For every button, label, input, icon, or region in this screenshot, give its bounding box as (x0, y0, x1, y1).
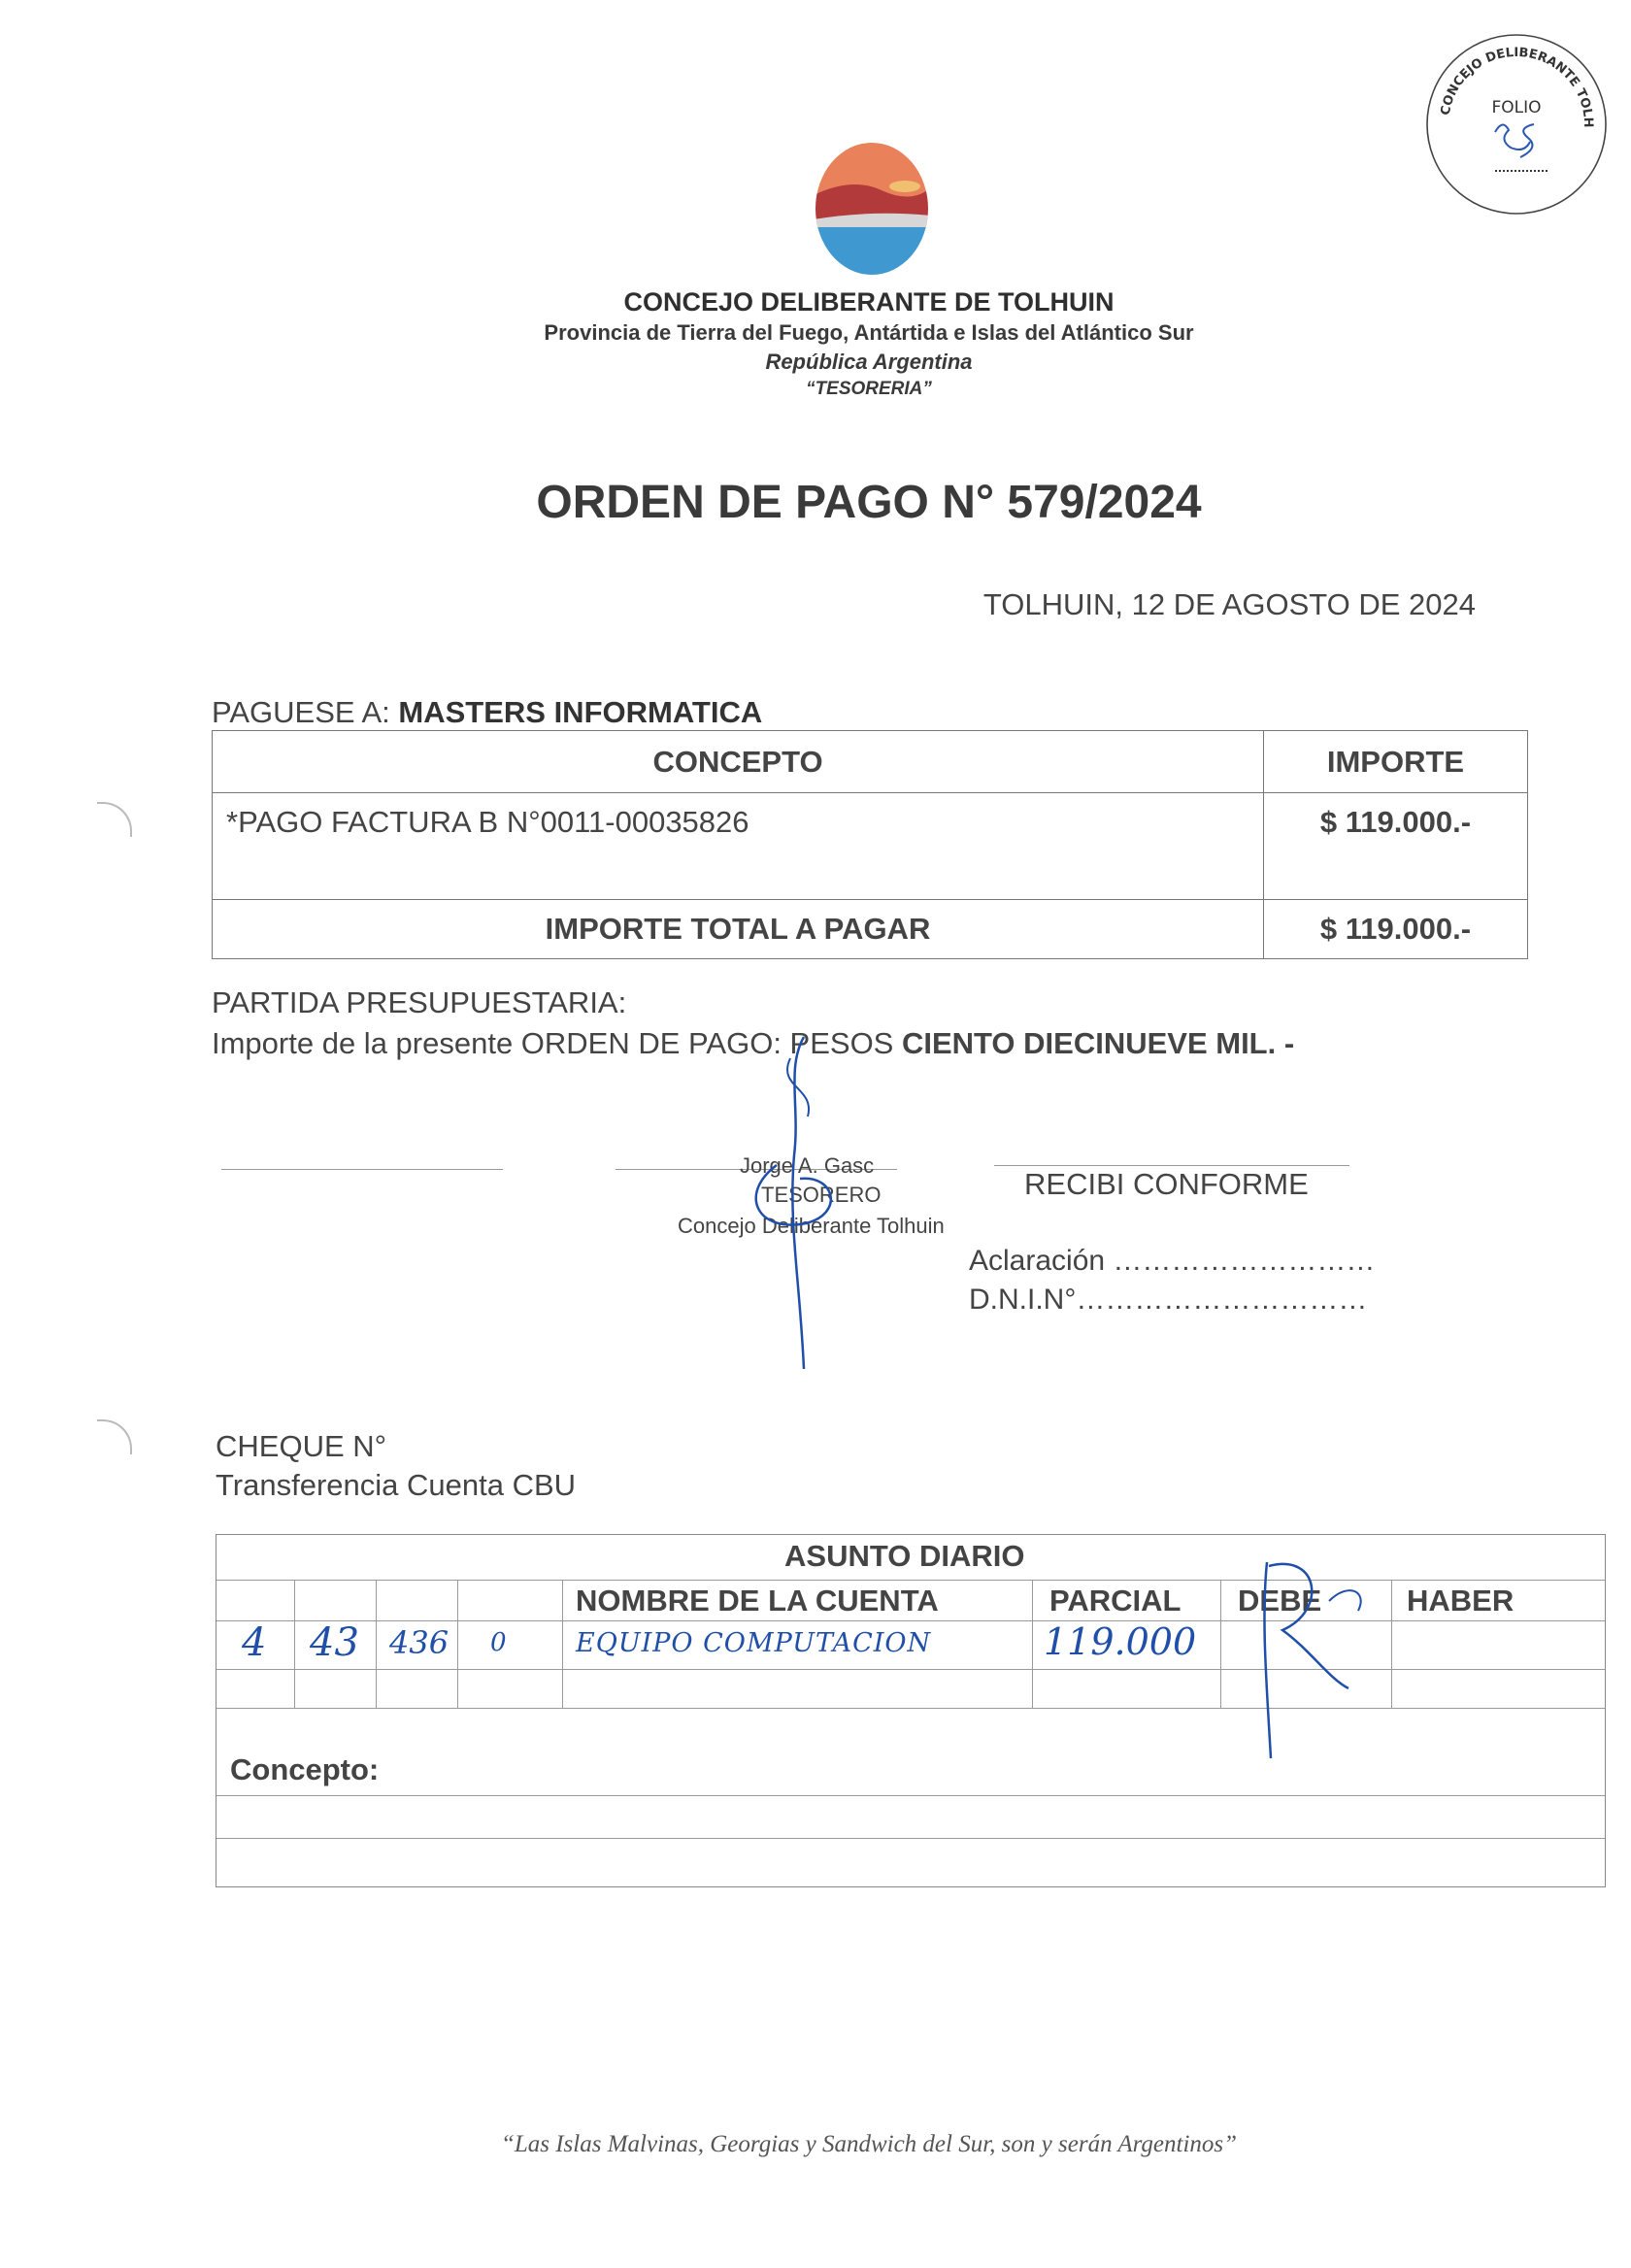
payment-table-header (213, 731, 1528, 793)
svg-text:FOLIO: FOLIO (1491, 98, 1542, 117)
aclaracion-field: Aclaración ……………………… (969, 1245, 1376, 1277)
journal-code-2: 43 (310, 1620, 359, 1665)
journal-header-haber: HABER (1407, 1584, 1514, 1618)
journal-account-name: EQUIPO COMPUTACION (576, 1628, 932, 1658)
order-title: ORDEN DE PAGO N° 579/2024 (536, 477, 1202, 528)
payee-name: MASTERS INFORMATICA (398, 695, 763, 729)
partida-label: PARTIDA PRESUPUESTARIA: (212, 985, 627, 1019)
importe-prefix: Importe de la presente ORDEN DE PAGO: PESOS (212, 1026, 902, 1060)
importe-words: CIENTO DIECINUEVE MIL. - (901, 1026, 1295, 1060)
total-value: $ 119.000.- (1264, 900, 1528, 959)
signature-line-3 (994, 1165, 1349, 1166)
logo (814, 142, 930, 276)
transferencia-label: Transferencia Cuenta CBU (216, 1468, 577, 1502)
journal-hline (216, 1795, 1605, 1796)
journal-code-1: 4 (242, 1620, 267, 1665)
journal-parcial-value: 119.000 (1044, 1620, 1197, 1663)
punch-hole-mark (97, 1419, 132, 1454)
journal-vline (457, 1580, 458, 1708)
org-province: Provincia de Tierra del Fuego, Antártida e Islas del Atlántico Sur (544, 320, 1194, 345)
journal-title: ASUNTO DIARIO (784, 1539, 1025, 1573)
footer-quote: “Las Islas Malvinas, Georgias y Sandwich del Sur, son y serán Argentinos” (500, 2131, 1238, 2157)
treasurer-signature (718, 1029, 874, 1379)
total-row (213, 900, 1528, 959)
journal-hline (216, 1580, 1605, 1581)
payee-label: PAGUESE A: (212, 695, 399, 729)
punch-hole-mark (97, 802, 132, 837)
concejo-logo-icon (814, 142, 930, 276)
treasurer-stamp-name: Jorge A. Gasc (740, 1153, 875, 1178)
journal-vline (1032, 1580, 1033, 1708)
journal-box (216, 1534, 1606, 1887)
place-date: TOLHUIN, 12 DE AGOSTO DE 2024 (982, 587, 1476, 621)
journal-vline (1220, 1580, 1221, 1708)
treasurer-stamp-role: TESORERO (761, 1183, 882, 1207)
journal-hline (216, 1620, 1605, 1621)
payee-line (212, 695, 762, 730)
header-concepto: CONCEPTO (213, 731, 1264, 793)
journal-vline (294, 1580, 295, 1708)
payment-row (213, 793, 1528, 900)
journal-hline (216, 1669, 1605, 1670)
row-concepto: *PAGO FACTURA B N°0011-00035826 (213, 793, 1264, 900)
journal-header-cuenta: NOMBRE DE LA CUENTA (576, 1584, 939, 1618)
folio-stamp (1419, 27, 1614, 221)
folio-stamp-seal (1419, 27, 1614, 221)
signature-line-1 (221, 1169, 503, 1170)
journal-code-4: 0 (490, 1628, 507, 1657)
total-label: IMPORTE TOTAL A PAGAR (213, 900, 1264, 959)
treasurer-stamp-org: Concejo Deliberante Tolhuin (678, 1214, 945, 1238)
journal-concepto-label: Concepto: (230, 1752, 380, 1786)
org-name: CONCEJO DELIBERANTE DE TOLHUIN (623, 287, 1115, 317)
journal-vline (1391, 1580, 1392, 1708)
svg-text:CONCEJO DELIBERANTE TOLHUIN: CONCEJO DELIBERANTE TOLH (1438, 45, 1596, 128)
org-republic: República Argentina (765, 350, 973, 374)
journal-code-3: 436 (389, 1624, 449, 1661)
payment-table (212, 730, 1528, 959)
journal-header-debe: DEBE (1238, 1584, 1322, 1618)
journal-vline (562, 1580, 563, 1708)
journal-vline (376, 1580, 377, 1708)
org-department: “TESORERIA” (806, 379, 932, 399)
row-importe: $ 119.000.- (1264, 793, 1528, 900)
journal-initials-signature (1232, 1543, 1378, 1766)
journal-hline (216, 1708, 1605, 1709)
journal-hline (216, 1838, 1605, 1839)
recibi-conforme: RECIBI CONFORME (1024, 1167, 1309, 1201)
journal-header-parcial: PARCIAL (1049, 1584, 1182, 1618)
cheque-label: CHEQUE N° (216, 1429, 387, 1463)
header-importe: IMPORTE (1264, 731, 1528, 793)
dni-field: D.N.I.N°………………………… (969, 1284, 1368, 1316)
